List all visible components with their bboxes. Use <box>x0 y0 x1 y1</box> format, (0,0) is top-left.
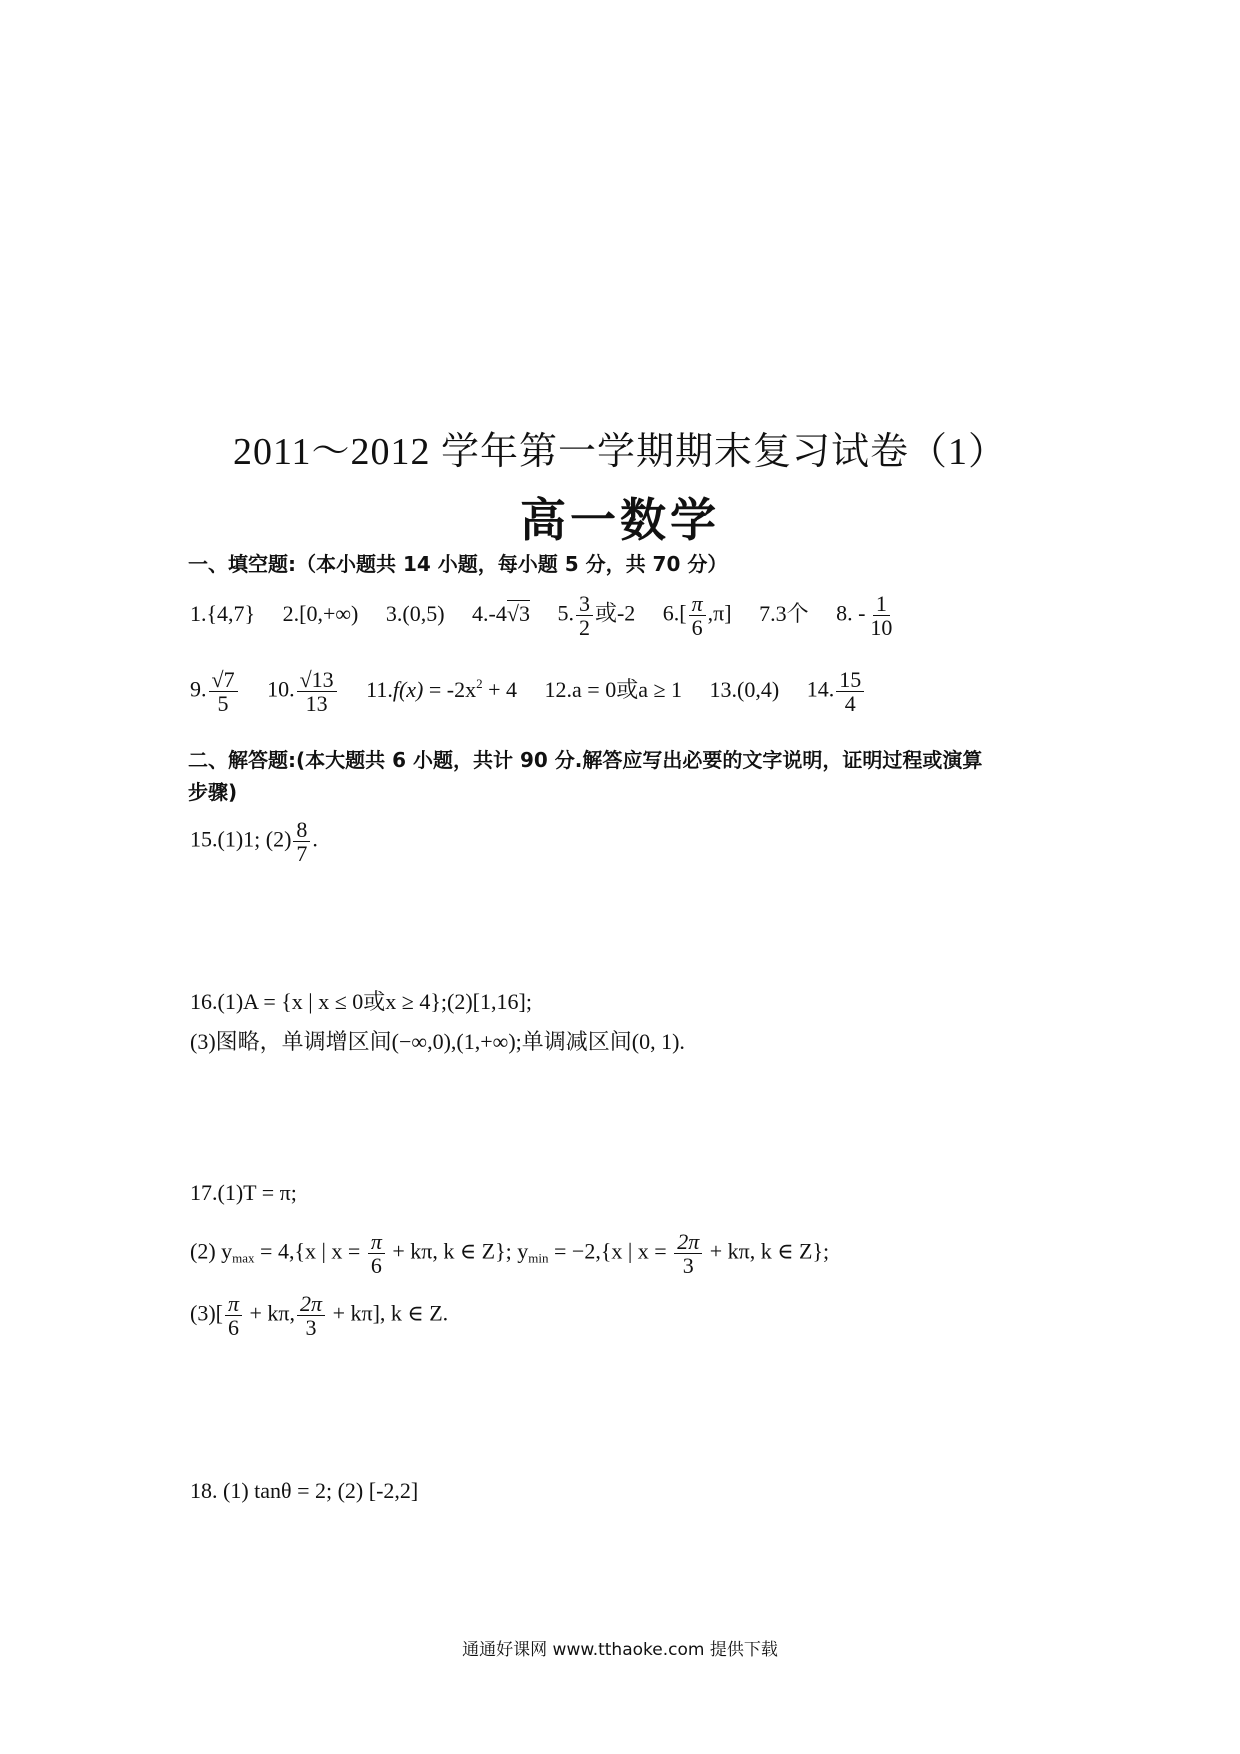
answer-5: 5. $\frac{3}{2}$ 或-2 <box>557 591 636 641</box>
answer-16-part2: (3)图略，单调增区间(−∞,0),(1,+∞);单调减区间(0, 1). <box>190 1029 685 1054</box>
fraction: $\frac{1}{10}$ <box>870 591 893 641</box>
fraction: $\frac{\pi}{6}$ <box>689 592 706 639</box>
answer-1: 1.{4,7} <box>190 600 256 626</box>
document-subtitle: 高一数学 <box>520 493 720 547</box>
fraction: $\frac{\pi}{6}$ <box>368 1230 385 1277</box>
section-solutions-heading: 二、解答题:(本大题共 6 小题，共计 90 分.解答应写出必要的文字说明，证明过程或演算 <box>188 748 983 772</box>
answer-15: 15.(1)1; (2) $\frac{8}{7}$ . <box>190 817 318 867</box>
fraction: $\frac{2\pi}{3}$ <box>674 1230 702 1277</box>
answer-7: 7.3个 <box>759 600 809 626</box>
fraction: $\frac{\pi}{6}$ <box>225 1292 242 1339</box>
answer-13: 13.(0,4) <box>709 676 780 702</box>
answer-4: 4.-4√3 <box>472 600 530 626</box>
fraction: $\frac{15}{4}$ <box>836 668 864 715</box>
answer-17-part3: (3)[ $\frac{\pi}{6}$ + kπ, $\frac{2\pi}{3}$ + kπ], k ∈ Z. <box>190 1291 449 1341</box>
answer-17-part2: (2) $y_{max} = 4,\{x$ | x = $\frac{\pi}{6}$ + kπ, k ∈ Z}; $y_{min} = -2,\{x$ | x = $\frac{2\pi}{3}$ + kπ, k ∈ Z}; <box>190 1229 830 1279</box>
answer-6: 6.[ $\frac{\pi}{6}$ ,π] <box>662 591 732 641</box>
answer-2: 2.[0,+∞) <box>282 600 359 626</box>
fraction: $\frac{2\pi}{3}$ <box>297 1292 325 1339</box>
answer-18: 18. (1) tanθ = 2; (2) [-2,2] <box>190 1478 419 1503</box>
answers-row-2 <box>190 668 888 715</box>
answer-17-part1: 17.(1)T = π; <box>190 1180 297 1205</box>
answer-10: 10. $\frac{√13}{13}$ <box>267 668 339 715</box>
answer-14: 14. $\frac{15}{4}$ <box>807 668 867 715</box>
answers-row-1 <box>190 592 919 639</box>
fraction: $\frac{√13}{13}$ <box>297 668 337 715</box>
fraction: $\frac{√7}{5}$ <box>209 668 238 715</box>
answer-3: 3.(0,5) <box>385 600 445 626</box>
answer-11: $11.f(x) = -2x^2 + 4$ <box>366 675 518 702</box>
fraction: $\frac{3}{2}$ <box>576 592 593 639</box>
section-solutions-heading-cont: 步骤) <box>188 780 238 804</box>
answer-16-part1: 16.(1)A = {x | x ≤ 0或x ≥ 4};(2)[1,16]; <box>190 989 532 1014</box>
answer-12: 12.a = 0或a ≥ 1 <box>544 676 683 702</box>
answer-9: 9. $\frac{√7}{5}$ <box>190 668 240 715</box>
answer-8: 8. - $\frac{1}{10}$ <box>836 592 897 639</box>
page-footer: 通通好课网 www.tthaoke.com 提供下载 <box>462 1640 778 1660</box>
section-fill-in-heading: 一、填空题:（本小题共 14 小题，每小题 5 分，共 70 分） <box>188 552 728 576</box>
document-title: 2011～2012 学年第一学期期末复习试卷（1） <box>232 431 1008 473</box>
fraction: $\frac{8}{7}$ <box>293 818 310 865</box>
